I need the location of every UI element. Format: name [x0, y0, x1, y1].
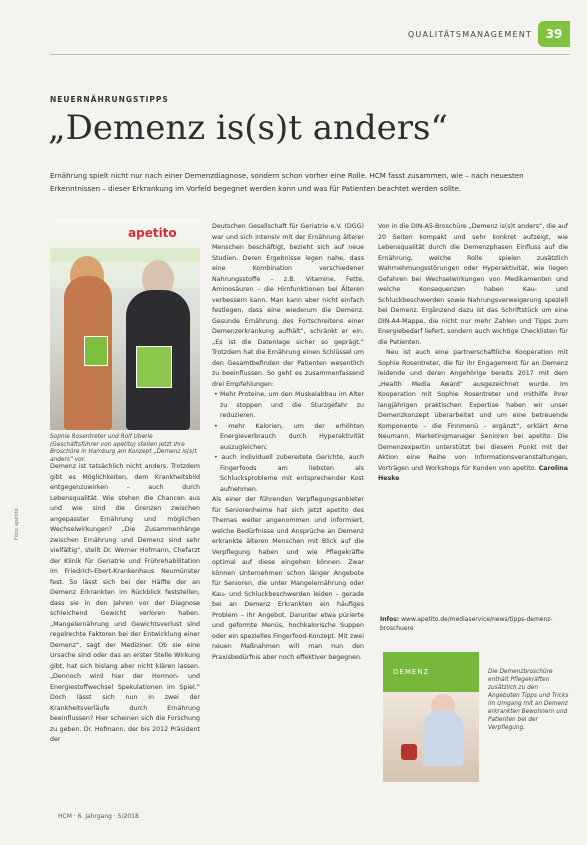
- column-2-rest: Als einer der führenden Verpflegungsanbieter für Seniorenheime hat sich jetzt apetito des Themas weiter angenommen und informiert, welche Bedürfnisse und Ansprüche an Demenz erkrankte älteren Menschen mit Blick auf die Verpflegung haben und wie Pflegekräfte optimal auf diese eingehen können. Zwar können Unternehmen schon länger Angebote für Senioren, die unter Mangelernährung oder Kau- und Schluckbeschwerden leiden – gerade bei an Demenz Erkrankten ein häufiges Problem – ihr Angebot. Darunter etwa pürierte und geformte Menüs, hochkalorische Suppen oder ein spezielles Fingerfood-Konzept. Mit zwei neuen Maßnahmen will man nun den Praxisbedürfnis aber noch effektiver begegnen.: [212, 496, 364, 661]
- info-box: [380, 615, 570, 633]
- column-3-paragraph-1: Von in die DIN-A5-Broschüre „Demenz is(s)t anders“, die auf 20 Seiten kompakt und sehr konkret aufzeigt, wie Lebensqualität durch die Demenzphasen Einfluss auf die Ernährung, welche Rolle spielen zusätzlich Wahrnehmungsstörungen oder Hyperaktivität, wie liegen Gefahren bei Wechselwirkungen von Medikamenten und welche Konsequenzen haben Kau- und Schluckbeschwerden sowie Nahrungsverweigerung speziell bei Demenz. Ergänzend dazu ist das Schriftstück um eine DIN-A4-Mappe, die nicht nur mehr Zahlen und Tipps zum Energiebedarf liefert, sondern auch wichtige Checklisten für die Patienten.: [378, 223, 568, 346]
- brochure-person: [423, 710, 463, 766]
- body-column-2: [212, 222, 364, 663]
- photo-credit: Foto: apetito: [14, 508, 20, 540]
- page-footer: HCM · 6. Jahrgang · 5/2018: [58, 813, 139, 820]
- brochure-cup: [401, 744, 417, 760]
- brochure-left: [84, 336, 108, 366]
- column-3-paragraph-2: [378, 348, 568, 485]
- info-link[interactable]: www.apetito.de/mediaservice/news/tipps-demenz-broschuere: [380, 616, 553, 632]
- brochure-cover-title: DEMENZ: [393, 668, 430, 676]
- photo-caption: Sophie Rosentreter und Rolf Uberle (Geschäftsführer von apetito) stellen jetzt ihre Broschüre in Hamburg am Konzept „Demenz is(s)t anders“ vor.: [50, 434, 197, 463]
- author-credit: Carolina Heske: [378, 464, 568, 482]
- column-3-paragraph-2-text: Neu ist auch eine partnerschaftliche Kooperation mit Sophie Rosentreter, die für ihr Engagement für an Demenz leidende und deren Angehörige bereits 2017 mit dem „Health Media Award“ ausgezeichnet wurde. Im Kooperation mit Sophie Rosentreter und mithilfe ihrer langjährigen praktischen Expertise haben wir unser Demenzkonzept überarbeitet und um eine betreuende Komponente – die Finnmenü – ergänzt“, erklärt Arne Neumann, Marketingmanager Senioren bei apetito. Die Demenzexpertin unterstützt bei diesem Punkt mit der Aktion eine Reihe von Informationsveranstaltungen, Vorträgen und Workshops für Kunden von apetito.: [378, 349, 568, 472]
- body-column-1: Demenz ist tatsächlich nicht anders. Trotzdem gibt es Möglichkeiten, dem Krankheitsbild entgegenzuwirken – auch durch Lebensqualität. Wie stehen die Chancen aus und wie sind die Grenzen zwischen angepasster Ernährung und möglichen Wechselwirkungen? „Die Zusammenhänge zwischen Ernährung und Demenz sind sehr vielfältig“, stellt Dr. Werner Hofmann, Chefarzt der Klinik für Geriatrie und Frührehabilitation im Friedrich-Ebert-Krankenhaus Neumünster fest. So lässt sich bei der Hälfte der an Demenz Erkrankten im Rückblick feststellen, dass sie in den Jahren vor der Diagnose schleichend Gewicht verloren haben. „Mangelernährung und Gewichtsverlust sind regelrechte Faktoren bei der Entwicklung einer Demenz“, sagt der Mediziner. Ob sie eine Ursache sind oder das an erster Stelle Wirkung gibt, hat sich bislang aber nicht klären lassen. „Dennoch wird hier der Hormon- und Energiestoffwechsel Spekulationen im Spiel.“ Doch lässt sich nun in zwei der Krankheitsverläufe durch Ernährung beeinflussen? Hier scheinen sich die Forschung zu geben. Dr. Hofmann, der bis 2012 Präsident der: [50, 463, 200, 743]
- body-column-3: [378, 222, 568, 485]
- brochure-right: [136, 346, 172, 388]
- column-2-intro: Deutschen Gesellschaft für Geriatrie e.V. (DGG) war und sich intensiv mit der Ernährung älterer Menschen beschäftigt, bezieht sich auf neue Studien. Deren Ergebnisse legen nahe, dass eine Kombination verschiedener Nahrungsstoffe – z.B. Vitamine, Fette, Aminosäuren – die Hirnfunktionen bei Älteren verbessern kann. Man kann aber nicht einfach festlegen, dass eine wiederum die Demenz. Gesunde Ernährung des Fortschreitens einer Demenzerkrankung aufhält“, schränkt er ein. „Es ist die Datenlage sicher so geprägt.“ Trotzdem hat die Ernährung einen Schlüssel um den Gesamtbefinden der Patienten wesentlich zu beeinflussen. So geht es zusammenfassend drei Empfehlungen:: [212, 223, 364, 388]
- recommendation-item: • auch individuell zubereitete Gerichte, auch Fingerfoods am liebsten als Schlucksprobleme mit entsprechender Kost aufnehmen.: [214, 454, 364, 493]
- header-rule: [50, 54, 570, 55]
- brochure-cover-image: [383, 652, 479, 782]
- brochure-caption: Die Demenzbroschüre enthält Pflegekräften zusätzlich zu den Angeboten Tipps und Tricks im Umgang mit an Demenz erkrankten Bewohnern und Patienten bei der Verpflegung.: [488, 669, 569, 731]
- recommendation-item: • Mehr Proteine, um den Muskelabbau im Alter zu stoppen und die Sturzgefahr zu reduzieren.: [214, 391, 364, 419]
- section-title: QUALITÄTSMANAGEMENT: [407, 30, 532, 39]
- article-photo: [50, 218, 200, 430]
- info-label: Infos:: [380, 616, 400, 623]
- page-number-badge: 39: [538, 21, 570, 47]
- apetito-logo: apetito: [128, 226, 177, 240]
- article-lede: Ernährung spielt nicht nur nach einer Demenzdiagnose, sondern schon vorher eine Rolle. HCM fasst zusammen, wie – nach neuesten Erkenntnissen – dieser Erkrankung im Vorfeld begegnet werden kann und was für Patienten beachtet werden sollte.: [50, 171, 524, 193]
- recommendation-item: • mehr Kalorien, um der erhöhten Energieverbrauch durch Hyperaktivität auszugleichen;: [214, 422, 364, 451]
- article-headline: „Demenz is(s)t anders“: [48, 108, 448, 148]
- photo-banner-stripe: [50, 248, 200, 262]
- article-kicker: NEUERNÄHRUNGSTIPPS: [50, 95, 169, 104]
